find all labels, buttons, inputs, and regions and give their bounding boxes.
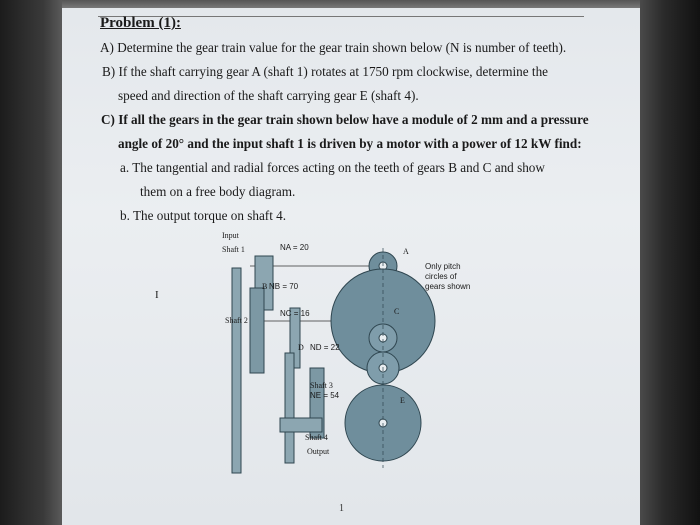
note-line-3: gears shown <box>425 282 471 291</box>
i-mark: I <box>155 289 159 301</box>
part-ca-line1: a. The tangential and radial forces acting on the teeth of gears B and C and show <box>120 160 545 175</box>
gear-c-letter: C <box>394 307 400 316</box>
problem-title: Problem (1): <box>100 15 181 31</box>
shaft-2-side-view <box>232 268 241 473</box>
nb-label: NB = 70 <box>269 282 299 291</box>
gear-e-letter: E <box>400 396 405 405</box>
gear-e-side-view <box>280 418 322 432</box>
part-c-line2: angle of 20° and the input shaft 1 is driven by a motor with a power of 12 kW find: <box>118 136 582 151</box>
nc-label: NC = 16 <box>280 309 310 318</box>
part-a-text: A) Determine the gear train value for the gear train shown below (N is number of teeth). <box>100 40 567 55</box>
note-line-2: circles of <box>425 272 457 281</box>
shaft-2-label: Shaft 2 <box>225 316 248 325</box>
shaft-3-label: Shaft 3 <box>310 381 333 390</box>
part-b-line2: speed and direction of the shaft carrying gear E (shaft 4). <box>118 88 419 103</box>
monitor-bezel-right <box>640 0 700 525</box>
gear-train-diagram <box>140 228 500 478</box>
part-c-line1: C) If all the gears in the gear train shown below have a module of 2 mm and a pressure <box>101 112 589 127</box>
gear-b-letter: B <box>262 282 268 291</box>
na-label: NA = 20 <box>280 243 309 252</box>
shaft-1-label: Shaft 1 <box>222 245 245 254</box>
part-b-line1: B) If the shaft carrying gear A (shaft 1) rotates at 1750 rpm clockwise, determine the <box>102 64 549 79</box>
page-number: 1 <box>339 503 344 514</box>
nd-label: ND = 22 <box>310 343 340 352</box>
gear-a-letter: A <box>403 247 409 256</box>
gear-b-side-view <box>250 288 264 373</box>
output-label: Output <box>307 447 330 456</box>
note-line-1: Only pitch <box>425 262 461 271</box>
gear-d-letter: D <box>298 343 304 352</box>
part-cb-line1: b. The output torque on shaft 4. <box>120 208 287 223</box>
input-label: Input <box>222 231 239 240</box>
monitor-bezel-left <box>0 0 62 525</box>
part-ca-line2: them on a free body diagram. <box>140 184 296 199</box>
ne-label: NE = 54 <box>310 391 340 400</box>
shaft-3-side-view <box>285 353 294 463</box>
shaft-4-label: Shaft 4 <box>305 433 328 442</box>
